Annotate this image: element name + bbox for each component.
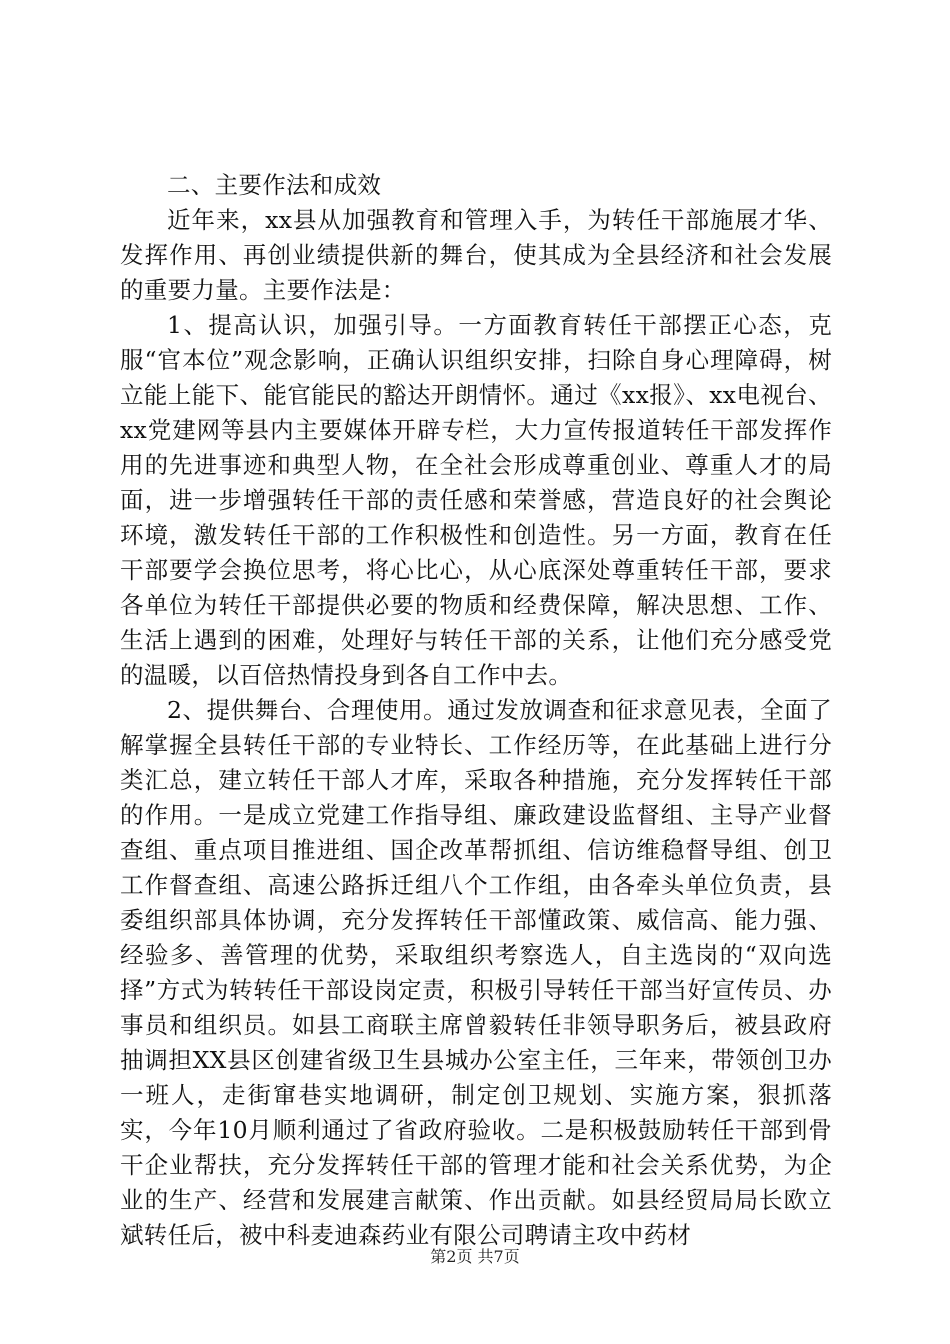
document-body	[120, 168, 832, 1253]
page-number-footer: 第2页 共7页	[430, 1247, 520, 1266]
paragraph-point-1: 1、提高认识，加强引导。一方面教育转任干部摆正心态，克服“官本位”观念影响，正确认识组织安排，扫除自身心理障碍，树立能上能下、能官能民的豁达开朗情怀。通过《xx报》、xx电视台、xx党建网等县内主要媒体开辟专栏，大力宣传报道转任干部发挥作用的先进事迹和典型人物，在全社会形成尊重创业、尊重人才的局面，进一步增强转任干部的责任感和荣誉感，营造良好的社会舆论环境，激发转任干部的工作积极性和创造性。另一方面，教育在任干部要学会换位思考，将心比心，从心底深处尊重转任干部，要求各单位为转任干部提供必要的物质和经费保障，解决思想、工作、生活上遇到的困难，处理好与转任干部的关系，让他们充分感受党的温暖，以百倍热情投身到各自工作中去。	[120, 311, 832, 689]
paragraph-intro: 近年来，xx县从加强教育和管理入手，为转任干部施展才华、发挥作用、再创业绩提供新的舞台，使其成为全县经济和社会发展的重要力量。主要作法是：	[120, 206, 832, 304]
section-heading: 二、主要作法和成效	[167, 171, 382, 199]
paragraph-point-2: 2、提供舞台、合理使用。通过发放调查和征求意见表，全面了解掌握全县转任干部的专业特长、工作经历等，在此基础上进行分类汇总，建立转任干部人才库，采取各种措施，充分发挥转任干部的作用。一是成立党建工作指导组、廉政建设监督组、主导产业督查组、重点项目推进组、国企改革帮抓组、信访维稳督导组、创卫工作督查组、高速公路拆迁组八个工作组，由各牵头单位负责，县委组织部具体协调，充分发挥转任干部懂政策、威信高、能力强、经验多、善管理的优势，采取组织考察选人，自主选岗的“双向选择”方式为转转任干部设岗定责，积极引导转任干部当好宣传员、办事员和组织员。如县工商联主席曾毅转任非领导职务后，被县政府抽调担XX县区创建省级卫生县城办公室主任，三年来，带领创卫办一班人，走街窜巷实地调研，制定创卫规划、实施方案，狠抓落实，今年10月顺利通过了省政府验收。二是积极鼓励转任干部到骨干企业帮扶，充分发挥转任干部的管理才能和社会关系优势，为企业的生产、经营和发展建言献策、作出贡献。如县经贸局局长欧立斌转任后，被中科麦迪森药业有限公司聘请主攻中药材	[120, 696, 832, 1249]
